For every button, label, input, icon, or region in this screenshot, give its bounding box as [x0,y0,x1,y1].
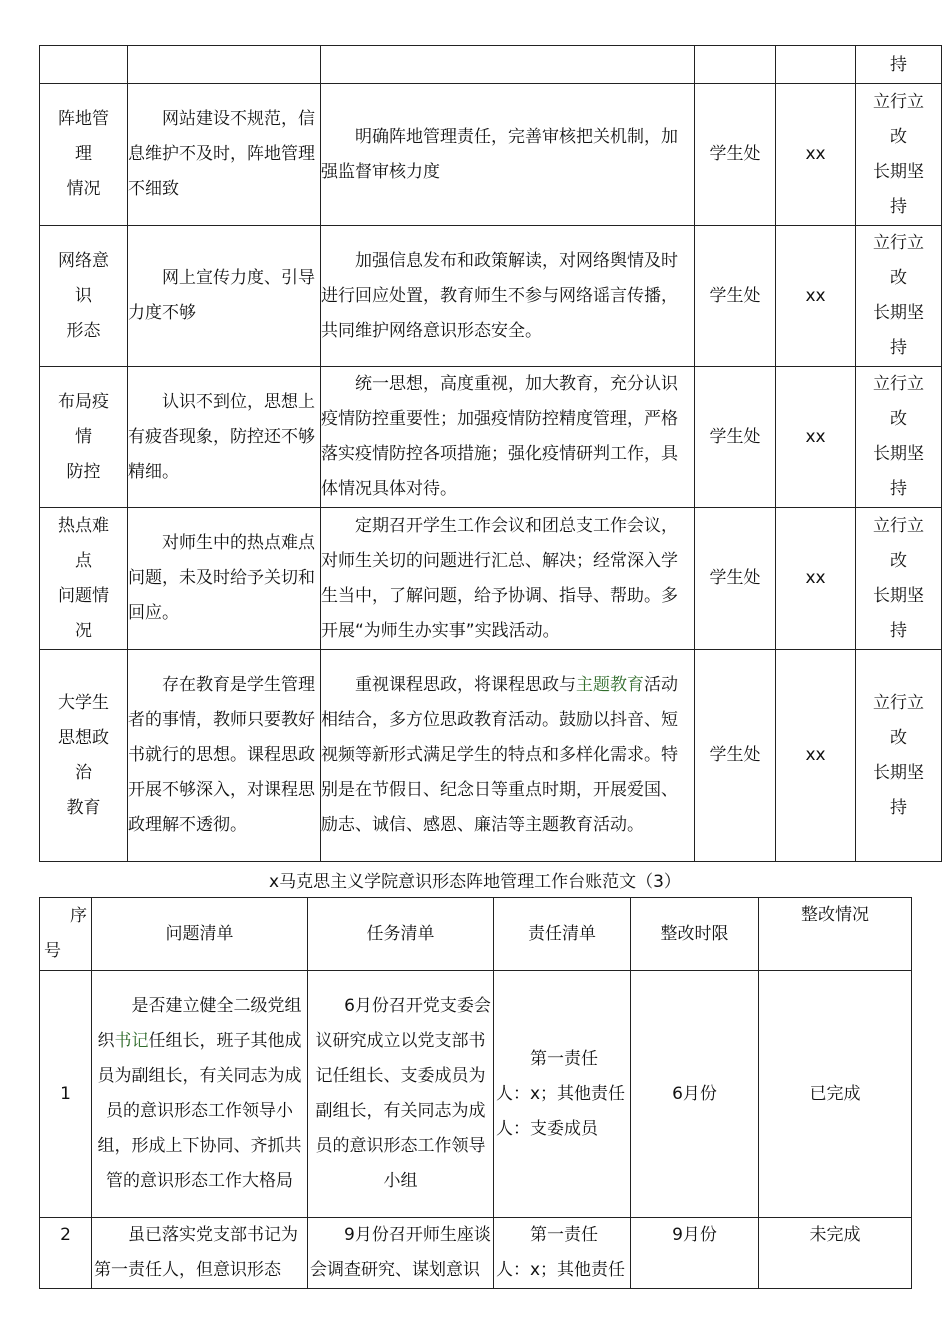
person-cell: xx [776,508,856,650]
task-cell: 统一思想，高度重视，加大教育，充分认识疫情防控重要性；加强疫情防控精度管理，严格落实疫情防控各项措施；强化疫情研判工作，具体情况具体对待。 [321,367,695,508]
header-seq: 序 号 [40,898,92,971]
header-status: 整改情况 [759,898,912,971]
topic-education-link[interactable]: 主题教育 [576,675,644,695]
problem-cell: 存在教育是学生管理者的事情，教师只要教好书就行的思想。课程思政开展不够深入，对课程思政理解不透彻。 [128,650,321,862]
person-cell: xx [776,84,856,226]
table-row [40,46,942,84]
header-problem: 问题清单 [92,898,308,971]
table-row [40,650,942,862]
status-cell: 已完成 [759,971,912,1218]
table-row [40,226,942,367]
header-deadline: 整改时限 [631,898,759,971]
dept-cell: 学生处 [695,650,776,862]
category-cell: 布局疫 情 防控 [40,367,128,508]
problem-cell: 虽已落实党支部书记为第一责任人，但意识形态 [92,1218,308,1289]
status-cell: 立行立 改 长期坚 持 [856,226,942,367]
table-row [40,1218,912,1289]
dept-cell: 学生处 [695,84,776,226]
table-row [40,508,942,650]
rectification-table-3 [39,897,912,1289]
problem-cell: 网上宣传力度、引导力度不够 [128,226,321,367]
table-row [40,971,912,1218]
task-cell: 重视课程思政，将课程思政与主题教育活动相结合，多方位思政教育活动。鼓励以抖音、短视频等新形式满足学生的特点和多样化需求。特别是在节假日、纪念日等重点时期，开展爱国、励志、诚信、感恩、廉洁等主题教育活动。 [321,650,695,862]
resp-cell: 第一责任人：x；其他责任人：支委成员 [494,971,631,1218]
status-cell: 立行立 改 长期坚 持 [856,508,942,650]
problem-cell: 对师生中的热点难点问题，未及时给予关切和回应。 [128,508,321,650]
category-cell: 网络意 识 形态 [40,226,128,367]
category-cell: 热点难 点 问题情 况 [40,508,128,650]
problem-cell: 是否建立健全二级党组织书记任组长，班子其他成员为副组长，有关同志为成员的意识形态工作领导小组，形成上下协同、齐抓共管的意识形态工作大格局 [92,971,308,1218]
deadline-cell: 6月份 [631,971,759,1218]
problem-cell: 认识不到位，思想上有疲沓现象，防控还不够精细。 [128,367,321,508]
rectification-table-2 [39,45,942,862]
person-cell: xx [776,367,856,508]
task-cell: 6月份召开党支委会议研究成立以党支部书记任组长、支委成员为副组长，有关同志为成员的意识形态工作领导小组 [308,971,494,1218]
task-cell: 定期召开学生工作会议和团总支工作会议，对师生关切的问题进行汇总、解决；经常深入学生当中，了解问题，给予协调、指导、帮助。多开展“为师生办实事”实践活动。 [321,508,695,650]
table-header-row [40,898,912,971]
table-row [40,367,942,508]
table-caption: x马克思主义学院意识形态阵地管理工作台账范文（3） [269,872,681,892]
task-cell: 明确阵地管理责任，完善审核把关机制，加强监督审核力度 [321,84,695,226]
status-cell: 未完成 [759,1218,912,1289]
deadline-cell: 9月份 [631,1218,759,1289]
resp-cell: 第一责任人：x；其他责任 [494,1218,631,1289]
status-cell: 立行立 改 长期坚 持 [856,84,942,226]
status-cell: 持 [856,46,942,84]
problem-cell: 网站建设不规范，信息维护不及时，阵地管理不细致 [128,84,321,226]
person-cell: xx [776,226,856,367]
secretary-link[interactable]: 书记 [114,1031,149,1051]
status-cell: 立行立 改 长期坚 持 [856,650,942,862]
header-resp: 责任清单 [494,898,631,971]
task-cell: 加强信息发布和政策解读，对网络舆情及时进行回应处置，教育师生不参与网络谣言传播，共同维护网络意识形态安全。 [321,226,695,367]
header-task: 任务清单 [308,898,494,971]
dept-cell: 学生处 [695,508,776,650]
seq-cell: 1 [40,971,92,1218]
table-row [40,84,942,226]
dept-cell: 学生处 [695,367,776,508]
category-cell: 阵地管 理 情况 [40,84,128,226]
dept-cell: 学生处 [695,226,776,367]
category-cell: 大学生 思想政 治 教育 [40,650,128,862]
status-cell: 立行立 改 长期坚 持 [856,367,942,508]
person-cell: xx [776,650,856,862]
seq-cell: 2 [40,1218,92,1289]
task-cell: 9月份召开师生座谈会调查研究、谋划意识 [308,1218,494,1289]
